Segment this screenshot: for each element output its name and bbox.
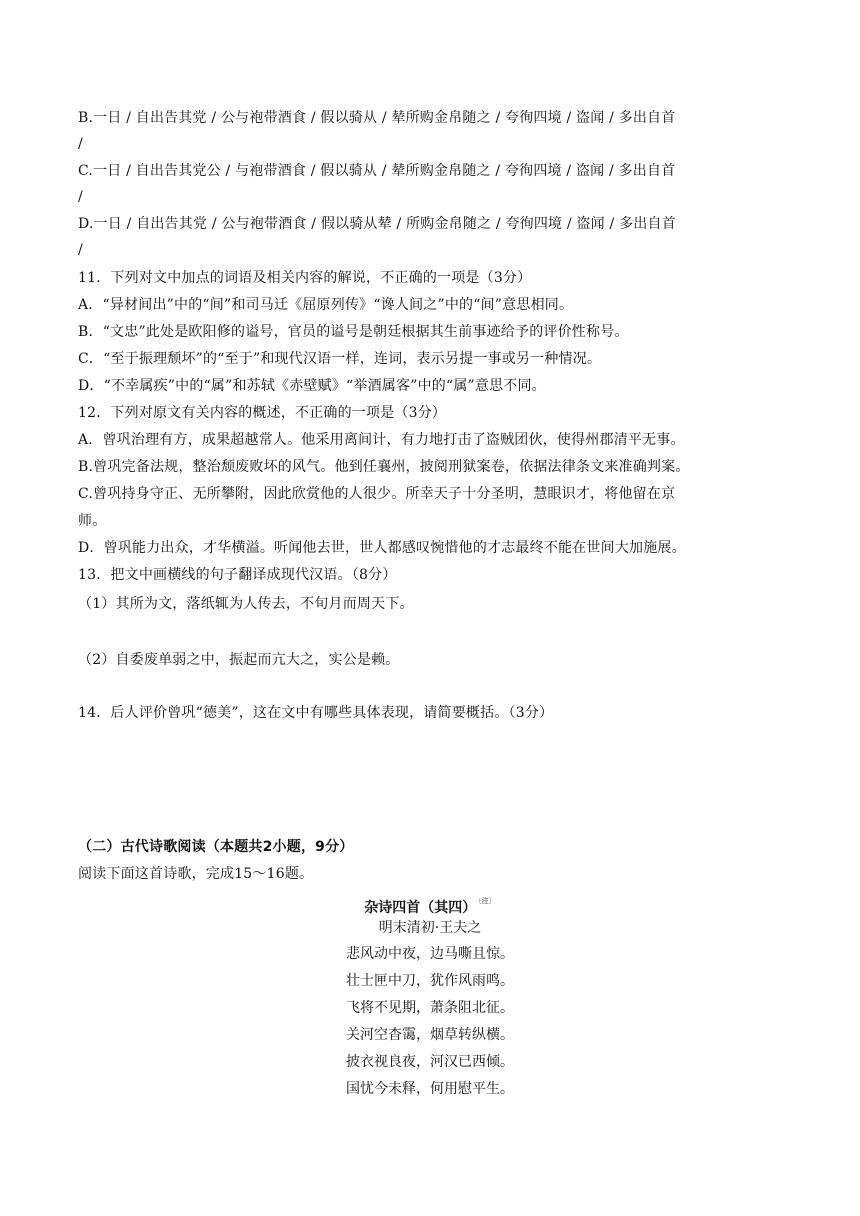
q13-item-1: （1）其所为文，落纸辄为人传去，不旬月而周天下。 [78, 596, 414, 612]
section-instruction: 阅读下面这首诗歌，完成15～16题。 [78, 866, 314, 882]
q11-stem: 11．下列对文中加点的词语及相关内容的解说，不正确的一项是（3分） [78, 270, 532, 286]
q12-stem: 12．下列对原文有关内容的概述，不正确的一项是（3分） [78, 405, 447, 421]
q10-option-c: C.一日 / 自出告其党公 / 与袍带酒食 / 假以骑从 / 辇所购金帛随之 / 夸徇四境 / 盗闻 / 多出自首 [78, 163, 676, 179]
q11-option-c: C．“至于振理颓坏”的“至于”和现代汉语一样，连词，表示另提一事或另一种情况。 [78, 351, 602, 367]
q14-stem: 14．后人评价曾巩“德美”，这在文中有哪些具体表现，请简要概括。（3分） [78, 705, 554, 721]
poem-line-2: 壮士匣中刀，犹作风雨鸣。 [346, 973, 514, 989]
poem-title: 杂诗四首（其四） [364, 900, 477, 916]
q11-option-d: D．“不幸属疾”中的“属”和苏轼《赤壁赋》“举酒属客”中的“属”意思不同。 [78, 378, 546, 394]
q11-option-a: A．“异材间出”中的“间”和司马迁《屈原列传》“谗人间之”中的“间”意思相同。 [78, 297, 574, 313]
q10-option-d: D.一日 / 自出告其党 / 公与袍带酒食 / 假以骑从辇 / 所购金帛随之 / 夸徇四境 / 盗闻 / 多出自首 [78, 216, 676, 232]
q12-option-d: D．曾巩能力出众，才华横溢。听闻他去世，世人都感叹惋惜他的才志最终不能在世间大加施展。 [78, 540, 686, 556]
poem-line-5: 披衣视良夜，河汉已西倾。 [346, 1054, 514, 1070]
poem-title-block [0, 891, 860, 918]
q13-stem: 13．把文中画横线的句子翻译成现代汉语。（8分） [78, 567, 397, 583]
poem-note-marker: 〔注〕 [478, 897, 496, 905]
q10-option-d-continuation: / [78, 242, 83, 258]
poem-line-6: 国忧今未释，何用慰平生。 [346, 1081, 514, 1097]
poem-line-1: 悲风动中夜，边马嘶且惊。 [346, 946, 514, 962]
q13-item-2: （2）自委废单弱之中，振起而亢大之，实公是赖。 [78, 652, 400, 668]
q12-option-a: A．曾巩治理有方，成果超越常人。他采用离间计，有力地打击了盗贼团伙，使得州郡清平无事。 [78, 432, 685, 448]
poem-line-4: 关河空杳霭，烟草转纵横。 [346, 1027, 514, 1043]
poem-line-3: 飞将不见期，萧条阻北征。 [346, 1000, 514, 1016]
q10-option-b-continuation: / [78, 136, 83, 152]
q12-option-b: B.曾巩完备法规，整治颓废败坏的风气。他到任襄州，披阅刑狱案卷，依据法律条文来准确判案。 [78, 459, 690, 475]
q12-option-c: C.曾巩持身守正、无所攀附，因此欣赏他的人很少。所幸天子十分圣明，慧眼识才，将他留在京 [78, 486, 676, 502]
q10-option-b: B.一日 / 自出告其党 / 公与袍带酒食 / 假以骑从 / 辇所购金帛随之 / 夸徇四境 / 盗闻 / 多出自首 [78, 110, 676, 126]
q12-option-c-continuation: 师。 [78, 513, 107, 529]
section-heading: （二）古代诗歌阅读（本题共2小题，9分） [78, 839, 354, 855]
q11-option-b: B．“文忠”此处是欧阳修的谥号，官员的谥号是朝廷根据其生前事迹给予的评价性称号。 [78, 324, 629, 340]
q10-option-c-continuation: / [78, 189, 83, 205]
poem-author: 明末清初·王夫之 [378, 920, 482, 936]
